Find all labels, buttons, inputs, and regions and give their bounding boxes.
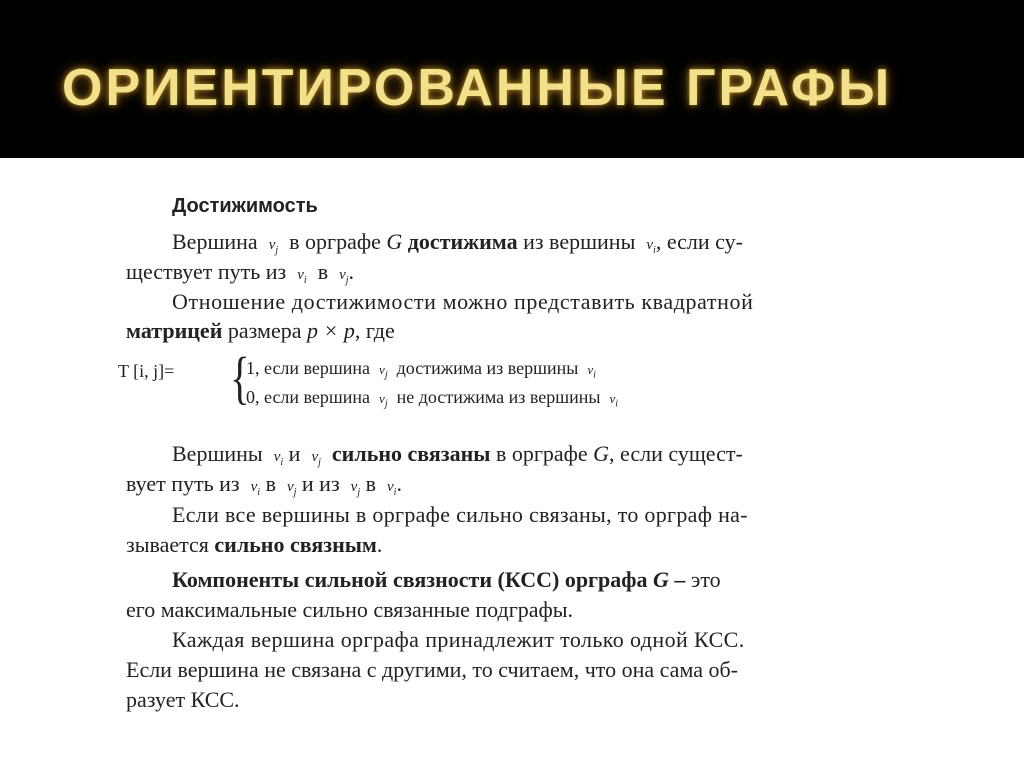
section-heading: Достижимость bbox=[172, 195, 318, 217]
vertex-vj: $v_j$ bbox=[268, 237, 279, 256]
vertex-vj: $v_j$ bbox=[379, 391, 388, 410]
text: , если су- bbox=[655, 229, 743, 254]
paragraph-3-line-2 bbox=[126, 473, 402, 498]
paragraph-5-line-2: его максимальные сильно связанные подграфы. bbox=[126, 597, 574, 622]
paragraph-4-line-2 bbox=[126, 534, 382, 556]
math-pxp: p × p bbox=[306, 318, 355, 343]
brace-icon: { bbox=[230, 345, 250, 410]
paragraph-6-line-2: Если вершина не связана с другими, то считаем, что она сама об- bbox=[126, 657, 739, 682]
paragraph-6-line-3: разует КСС. bbox=[126, 687, 240, 712]
paragraph-1-line-2 bbox=[126, 261, 354, 286]
paragraph-6-line-1: Каждая вершина орграфа принадлежит только одной КСС. bbox=[172, 627, 745, 652]
paragraph-5-line-1 bbox=[172, 569, 721, 591]
document-page bbox=[0, 158, 1024, 767]
paragraph-2-line-2 bbox=[126, 320, 395, 342]
vertex-vi: $v_i$ bbox=[609, 391, 619, 410]
paragraph-3-line-1 bbox=[172, 443, 743, 468]
vertex-vj: $v_j$ bbox=[286, 479, 297, 498]
text: . bbox=[396, 471, 402, 496]
paragraph-1-line-1 bbox=[172, 231, 934, 256]
text: и из bbox=[301, 471, 340, 496]
matrix-case-1 bbox=[246, 359, 596, 381]
document-body bbox=[118, 158, 938, 767]
vertex-vi: $v_i$ bbox=[387, 479, 397, 498]
bold-term: достижима bbox=[407, 229, 518, 254]
text: в bbox=[365, 471, 376, 496]
text: и bbox=[288, 441, 301, 466]
text: в орграфе bbox=[495, 441, 588, 466]
text: , где bbox=[354, 318, 395, 343]
text: зывается bbox=[126, 532, 209, 557]
graph-g: G bbox=[386, 229, 403, 254]
paragraph-4-line-1: Если все вершины в орграфе сильно связаны, то орграф на- bbox=[172, 502, 748, 527]
text: достижима из вершины bbox=[396, 358, 579, 378]
text: в орграфе bbox=[289, 229, 381, 254]
text: ществует путь из bbox=[126, 259, 287, 284]
vertex-vi: $v_i$ bbox=[273, 449, 284, 468]
text: Вершины bbox=[172, 441, 263, 466]
vertex-vi: $v_i$ bbox=[587, 362, 596, 381]
text: размера bbox=[227, 318, 302, 343]
vertex-vi: $v_i$ bbox=[646, 237, 656, 256]
vertex-vi: $v_i$ bbox=[297, 267, 307, 286]
text: в bbox=[317, 259, 329, 284]
text: 1, если вершина bbox=[246, 358, 371, 378]
text: 0, если вершина bbox=[246, 387, 371, 407]
bold-term: Компоненты сильной связности (КСС) орграфа bbox=[172, 567, 648, 592]
slide-header bbox=[0, 0, 1024, 158]
graph-g: G bbox=[593, 441, 610, 466]
matrix-lhs: T [i, j]= bbox=[118, 361, 175, 381]
bold-term: сильно связаны bbox=[331, 441, 491, 466]
text: в bbox=[265, 471, 276, 496]
paragraph-2-line-1: Отношение достижимости можно представить квадратной bbox=[172, 289, 754, 314]
text: . bbox=[348, 259, 355, 284]
graph-g: G bbox=[653, 567, 669, 592]
bold-term: сильно связным bbox=[214, 532, 377, 557]
vertex-vi: $v_i$ bbox=[250, 479, 261, 498]
text: . bbox=[376, 532, 383, 557]
text: из вершины bbox=[523, 229, 636, 254]
vertex-vj: $v_j$ bbox=[350, 479, 361, 498]
text: Вершина bbox=[172, 229, 258, 254]
text: вует путь из bbox=[126, 471, 240, 496]
text: это bbox=[690, 567, 721, 592]
text: не достижима из вершины bbox=[396, 387, 601, 407]
vertex-vj: $v_j$ bbox=[339, 267, 349, 286]
matrix-case-2 bbox=[246, 388, 618, 410]
text: , если сущест- bbox=[609, 441, 743, 466]
vertex-vj: $v_j$ bbox=[379, 362, 388, 381]
vertex-vj: $v_j$ bbox=[311, 449, 321, 468]
bold-term: матрицей bbox=[126, 318, 223, 343]
dash: – bbox=[674, 567, 686, 592]
slide-title: ОРИЕНТИРОВАННЫЕ ГРАФЫ bbox=[62, 59, 893, 117]
